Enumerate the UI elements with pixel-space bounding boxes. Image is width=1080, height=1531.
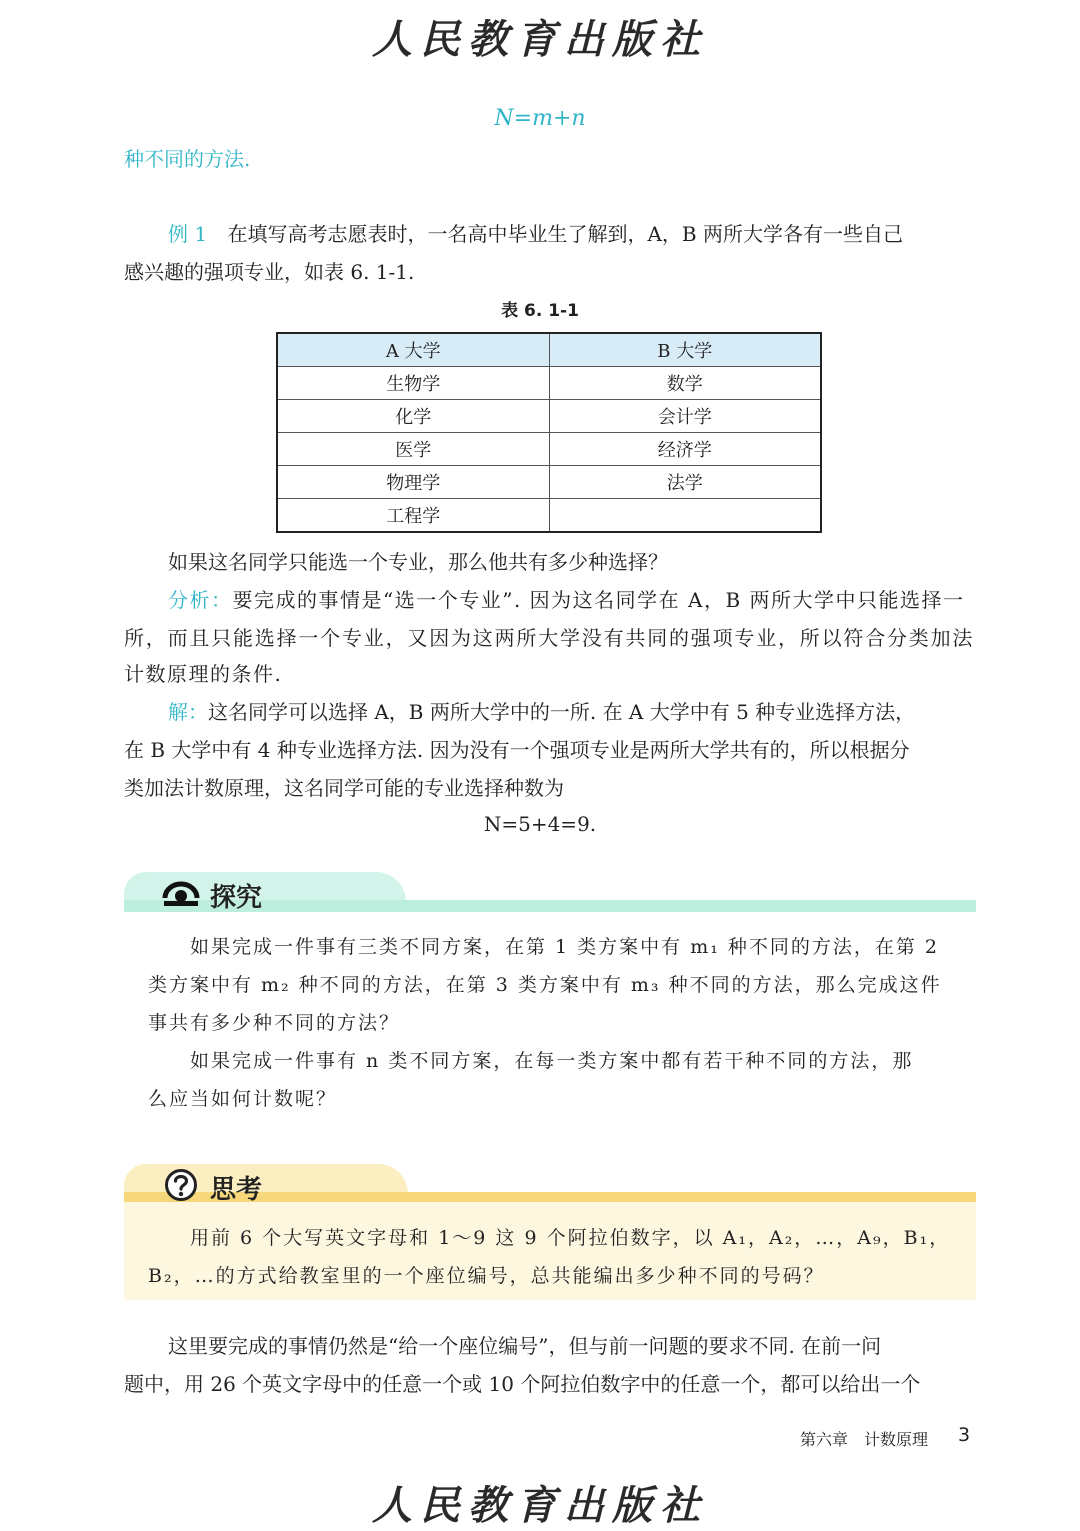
- continued-line: 种不同的方法.: [124, 147, 251, 171]
- chapter-title: 第六章 计数原理: [800, 1430, 929, 1449]
- table-cell: 物理学: [277, 466, 549, 499]
- formula-top: N=m+n: [494, 106, 586, 131]
- example-line-1: [168, 222, 976, 246]
- solution-line-2: 在 B 大学中有 4 种专业选择方法. 因为没有一个强项专业是两所大学共有的，所以根据分: [124, 738, 910, 762]
- explore-icon: [162, 874, 200, 910]
- explore-p2-line-2: 么应当如何计数呢？: [148, 1088, 338, 1110]
- solution-line-1: [168, 700, 976, 724]
- example-line-2: 感兴趣的强项专业，如表 6. 1-1.: [124, 260, 415, 284]
- analysis-label: 分析：: [168, 588, 233, 612]
- table-cell: 经济学: [549, 433, 821, 466]
- solution-formula: N=5+4=9.: [483, 812, 597, 836]
- table-header-cell: A 大学: [277, 333, 549, 367]
- example-text-1: 在填写高考志愿表时，一名高中毕业生了解到，A，B 两所大学各有一些自己: [227, 222, 903, 246]
- publisher-watermark-top: 人民教育出版社: [372, 16, 708, 63]
- explore-p1-line-3: 事共有多少种不同的方法？: [148, 1012, 401, 1034]
- think-line-2: B₂，…的方式给教室里的一个座位编号，总共能编出多少种不同的号码？: [148, 1265, 825, 1287]
- table-header-row: [277, 333, 821, 367]
- table-cell: 医学: [277, 433, 549, 466]
- page-number: 3: [958, 1424, 971, 1446]
- table-cell: 化学: [277, 400, 549, 433]
- analysis-line-3: 计数原理的条件.: [124, 662, 283, 686]
- table-caption: 表 6. 1-1: [501, 301, 579, 321]
- explore-p1-line-1: 如果完成一件事有三类不同方案，在第 1 类方案中有 m₁ 种不同的方法，在第 2: [190, 936, 940, 958]
- publisher-watermark-bottom: 人民教育出版社: [372, 1482, 708, 1529]
- explore-title: 探究: [210, 883, 263, 913]
- table-cell: 会计学: [549, 400, 821, 433]
- table-header-cell: B 大学: [549, 333, 821, 367]
- think-title: 思考: [210, 1175, 263, 1205]
- analysis-line-1: [168, 588, 976, 612]
- example-label: 例 1: [168, 222, 208, 246]
- table-row: [277, 400, 821, 433]
- analysis-text-1: 要完成的事情是“选一个专业”. 因为这名同学在 A，B 两所大学中只能选择一: [232, 588, 965, 612]
- solution-label: 解：: [168, 700, 208, 724]
- explore-p1-line-2: 类方案中有 m₂ 种不同的方法，在第 3 类方案中有 m₃ 种不同的方法，那么完成这件: [148, 974, 942, 996]
- solution-line-3: 类加法计数原理，这名同学可能的专业选择种数为: [124, 776, 564, 800]
- paragraph-line-1: 这里要完成的事情仍然是“给一个座位编号”，但与前一问题的要求不同. 在前一问: [168, 1334, 882, 1358]
- table-cell: [549, 499, 821, 533]
- table-cell: 生物学: [277, 367, 549, 400]
- table-cell: 工程学: [277, 499, 549, 533]
- solution-text-1: 这名同学可以选择 A，B 两所大学中的一所. 在 A 大学中有 5 种专业选择方法，: [208, 700, 916, 724]
- table-cell: 法学: [549, 466, 821, 499]
- paragraph-line-2: 题中，用 26 个英文字母中的任意一个或 10 个阿拉伯数字中的任意一个，都可以给出一个: [124, 1372, 921, 1396]
- question-text: 如果这名同学只能选一个专业，那么他共有多少种选择？: [168, 550, 668, 574]
- analysis-line-2: 所，而且只能选择一个专业，又因为这两所大学没有共同的强项专业，所以符合分类加法: [124, 626, 975, 650]
- majors-table: [276, 332, 822, 533]
- table-cell: 数学: [549, 367, 821, 400]
- think-line-1: 用前 6 个大写英文字母和 1～9 这 9 个阿拉伯数字，以 A₁，A₂，…，A₉，B₁，: [190, 1227, 951, 1249]
- table-row: [277, 367, 821, 400]
- table-row: [277, 499, 821, 533]
- explore-p2-line-1: 如果完成一件事有 n 类不同方案，在每一类方案中都有若干种不同的方法，那: [190, 1050, 914, 1072]
- table-row: [277, 433, 821, 466]
- question-icon: [164, 1168, 198, 1202]
- table-row: [277, 466, 821, 499]
